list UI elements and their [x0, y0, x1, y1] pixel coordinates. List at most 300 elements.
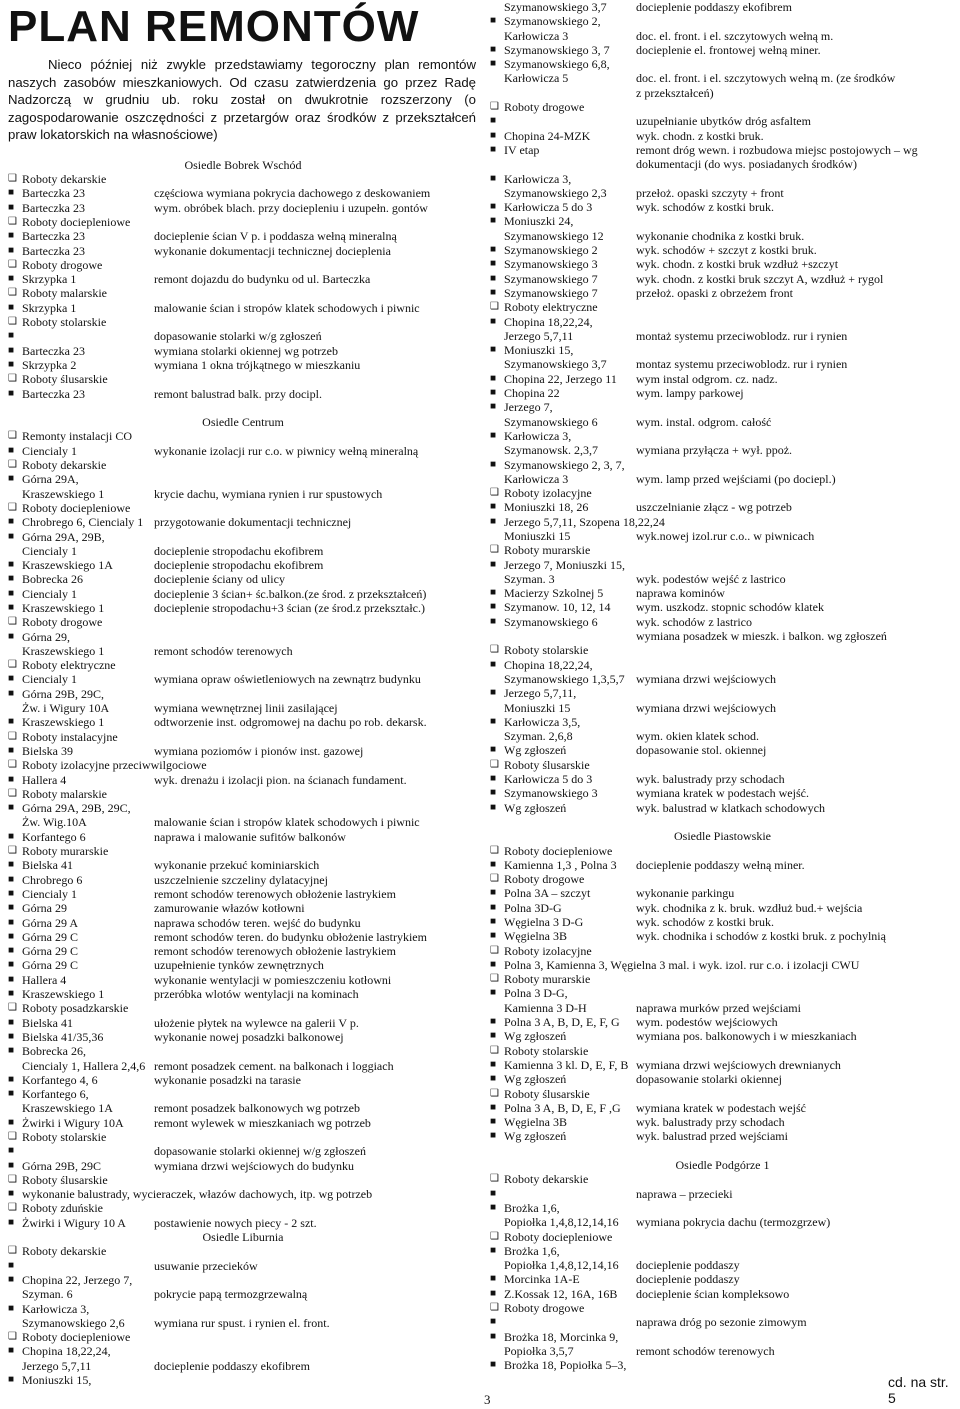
- bullet-icon: ■: [8, 602, 15, 613]
- checkbox-icon: ❑: [8, 759, 17, 771]
- plan-item: [490, 1330, 955, 1344]
- bullet-icon: ■: [8, 273, 15, 285]
- checkbox-icon: ❑: [490, 1230, 499, 1242]
- plan-item: [8, 973, 478, 987]
- work-description: wykonanie przekuć kominiarskich: [154, 858, 320, 873]
- work-description: [636, 715, 955, 729]
- work-description: krycie dachu, wymiana rynien i rur spustowych: [154, 486, 383, 501]
- bullet-icon: ■: [490, 344, 497, 356]
- plan-item: [8, 773, 478, 787]
- plan-item: [8, 1287, 478, 1301]
- plan-item: [490, 772, 955, 786]
- plan-item: [8, 715, 478, 729]
- location-text: Polna 3 D-G,: [504, 986, 568, 1001]
- location-text: Szymanow. 10, 12, 14: [504, 600, 611, 615]
- bullet-icon: ■: [490, 601, 497, 613]
- work-description: [636, 429, 955, 443]
- work-description: wykonanie izolacji rur c.o. w piwnicy wełną mineralną: [154, 443, 419, 458]
- work-description: wykonanie nowej posadzki balkonowej: [154, 1029, 344, 1044]
- plan-item: [8, 830, 478, 844]
- checkbox-icon: ❑: [8, 287, 17, 299]
- location-text: Korfantego 6: [22, 829, 86, 844]
- work-description: wyk. schodów z lastrico: [636, 614, 752, 629]
- bullet-icon: ■: [8, 587, 15, 599]
- work-description: docieplenie el. frontowej wełną miner.: [636, 42, 821, 57]
- work-description: wyk. chodnika i schodów z kostki bruk. z pochylnią: [636, 929, 886, 944]
- plan-item: [490, 43, 955, 57]
- work-description: [636, 1044, 955, 1058]
- plan-item: [490, 415, 955, 429]
- location-text: Chopina 22, Jerzego 7,: [22, 1272, 133, 1287]
- estate-heading-text: Osiedle Liburnia: [202, 1230, 284, 1245]
- location-text: Polna 3, Kamienna 3, Węgielna 3 mal. i wyk. izol. rur c.o. i izolacji CWU: [504, 957, 860, 972]
- plan-item: [490, 129, 955, 143]
- plan-item: [490, 172, 955, 186]
- work-description: [154, 758, 478, 772]
- plan-item: [490, 286, 955, 300]
- work-description: wyk. balustrady przy schodach: [636, 772, 785, 787]
- work-description: [154, 215, 478, 229]
- indent: [490, 1344, 504, 1358]
- plan-item: [8, 530, 478, 544]
- location-text: Szymanowskiego 3: [504, 257, 598, 272]
- bullet-icon: ■: [490, 773, 497, 785]
- indent: [490, 1001, 504, 1015]
- work-description: naprawa murków przed wejściami: [636, 1000, 801, 1015]
- location-text: [504, 157, 636, 171]
- work-description: [636, 643, 955, 657]
- work-description: wyk. schodów z kostki bruk.: [636, 915, 774, 929]
- plan-item: [8, 201, 478, 215]
- location-text: Górna 29,: [22, 629, 70, 644]
- bullet-icon: ■: [490, 1201, 497, 1213]
- location-text: Szymanowskiego 6,8,: [504, 57, 610, 72]
- work-description: [636, 986, 955, 1000]
- location-text: Szymanowskiego 7: [504, 285, 598, 300]
- plan-item: [490, 243, 955, 257]
- bullet-icon: ■: [490, 1273, 497, 1285]
- location-text: Chopina 24-MZK: [504, 128, 591, 143]
- estate-heading: [490, 1158, 955, 1172]
- plan-item: [8, 1216, 478, 1230]
- plan-item: [490, 1115, 955, 1129]
- category-row: [490, 1230, 955, 1244]
- work-description: wyk. schodów + szczyt z kostki bruk.: [636, 243, 817, 258]
- category-row: [8, 1244, 478, 1258]
- category-row: [490, 100, 955, 114]
- work-description: naprawa – przecieki: [636, 1186, 733, 1201]
- plan-item: [8, 301, 478, 315]
- category-label: Remonty instalacji CO: [22, 429, 132, 444]
- bullet-icon: ■: [8, 1145, 15, 1157]
- location-text: Korfantego 4, 6: [22, 1072, 98, 1087]
- work-description: [154, 615, 478, 629]
- category-row: [8, 615, 478, 629]
- bullet-icon: ■: [490, 215, 497, 227]
- bullet-icon: ■: [490, 916, 497, 927]
- page-number: 3: [484, 1392, 491, 1407]
- location-text: Górna 29 C: [22, 929, 78, 944]
- location-text: [504, 86, 636, 100]
- work-description: naprawa i malowanie sufitów balkonów: [154, 829, 346, 844]
- location-text: Górna 29A, 29B, 29C,: [22, 801, 131, 816]
- plan-item: [8, 472, 478, 486]
- checkbox-icon: ❑: [8, 659, 17, 671]
- work-description: [154, 687, 478, 701]
- bullet-icon: ■: [490, 887, 497, 899]
- work-description: [154, 630, 478, 644]
- indent: [490, 672, 504, 686]
- category-row: [490, 300, 955, 314]
- category-label: Roboty drogowe: [22, 615, 103, 630]
- location-text: Ciencialy 1: [22, 586, 77, 601]
- location-text: Ciencialy 1: [22, 672, 77, 687]
- location-text: Hallera 4: [22, 772, 67, 787]
- location-text: Karłowicza 3: [504, 28, 569, 43]
- bullet-icon: ■: [8, 1273, 15, 1285]
- category-label: Roboty murarskie: [504, 543, 591, 558]
- plan-item: [490, 86, 955, 100]
- work-description: [154, 258, 478, 272]
- work-description: [154, 844, 478, 858]
- location-text: IV etap: [504, 142, 540, 157]
- location-text: Barteczka 23: [22, 229, 85, 244]
- bullet-icon: ■: [490, 1116, 497, 1128]
- checkbox-icon: ❑: [490, 544, 499, 556]
- left-plan-list: [8, 144, 478, 1388]
- indent: [490, 729, 504, 743]
- work-description: remont schodów terenowych: [636, 1343, 775, 1358]
- indent: [8, 701, 22, 715]
- plan-item: [8, 630, 478, 644]
- bullet-icon: ■: [8, 1345, 15, 1357]
- plan-item: [8, 1116, 478, 1130]
- work-description: malowanie ścian i stropów klatek schodowych i piwnic: [154, 815, 420, 830]
- work-description: wymiana posadzek w mieszk. i balkon. wg zgłoszeń: [636, 629, 887, 644]
- category-label: Roboty drogowe: [504, 1301, 585, 1316]
- bullet-icon: ■: [8, 1045, 15, 1057]
- location-text: Górna 29A, 29B,: [22, 529, 105, 544]
- indent: [8, 815, 22, 829]
- category-row: [8, 844, 478, 858]
- location-text: Jerzego 5,7,11,: [504, 686, 577, 701]
- work-description: wykonanie chodnika z kostki bruk.: [636, 228, 805, 243]
- checkbox-icon: ❑: [8, 1002, 17, 1014]
- spacer: [8, 144, 478, 158]
- location-text: Skrzypka 1: [22, 300, 77, 315]
- work-description: wymiana drzwi wejściowych do budynku: [154, 1158, 354, 1173]
- location-text: Węgielna 3 D-G: [504, 915, 584, 929]
- intro-paragraph: Nieco później niż zwykle przedstawiamy tegoroczny plan remontów naszych zasobów mieszkaniowych. Od czasu zatwierdzenia go przez Radę Nadzorczą w grudniu ub. roku został on dwukrotnie rozszerzony (o zagospodarowanie oszczędności z przetargów oraz środków z przekształceń praw lokatorskich na własnościowe): [8, 57, 476, 142]
- bullet-icon: ■: [8, 344, 15, 356]
- bullet-icon: ■: [8, 988, 15, 1000]
- plan-item: [490, 1187, 955, 1201]
- plan-item: [8, 544, 478, 558]
- bullet-icon: ■: [490, 515, 497, 527]
- location-text: Żwirki i Wigury 10 A: [22, 1215, 126, 1230]
- location-text: Bielska 41: [22, 1015, 73, 1030]
- work-description: przeróbka wlotów wentylacji na kominach: [154, 987, 359, 1002]
- work-description: [154, 1201, 478, 1215]
- plan-item: [490, 558, 955, 572]
- work-description: [636, 844, 955, 858]
- checkbox-icon: ❑: [8, 316, 17, 328]
- category-label: Roboty dekarskie: [22, 172, 107, 187]
- checkbox-icon: ❑: [8, 1245, 17, 1257]
- estate-heading: [8, 1230, 478, 1244]
- work-description: [154, 315, 478, 329]
- location-text: Moniuszki 15,: [504, 343, 574, 358]
- location-text: Brożka 18, Popiołka 5–3,: [504, 1358, 627, 1373]
- location-text: Szymanowskiego 1,3,5,7: [504, 671, 625, 686]
- location-text: Jerzego 5,7,11, Szopena 18,22,24: [504, 514, 665, 529]
- work-description: montaz systemu przeciwoblodz. rur i rynien: [636, 357, 848, 372]
- bullet-icon: ■: [490, 1030, 497, 1042]
- plan-item: [490, 929, 955, 943]
- location-text: Bobrecka 26: [22, 572, 83, 587]
- plan-item: [8, 1359, 478, 1373]
- location-text: Szyman. 6: [22, 1287, 73, 1302]
- checkbox-icon: ❑: [8, 501, 17, 513]
- indent: [490, 0, 504, 14]
- location-text: Szymanowskiego 2,6: [22, 1315, 125, 1330]
- location-text: Karłowicza 5 do 3: [504, 200, 593, 215]
- work-description: przełoż. opaski z obrzeżem front: [636, 285, 793, 300]
- work-description: docieplenie ścian V p. i poddasza wełną mineralną: [154, 229, 397, 244]
- location-text: Kraszewskiego 1: [22, 643, 105, 658]
- bullet-icon: ■: [490, 744, 497, 756]
- plan-item: [490, 1001, 955, 1015]
- category-row: [8, 1173, 478, 1187]
- work-description: [154, 458, 478, 472]
- indent: [490, 472, 504, 486]
- plan-item: [8, 387, 478, 401]
- work-description: naprawa kominów: [636, 586, 725, 601]
- category-label: Roboty murarskie: [22, 844, 109, 859]
- location-text: Moniuszki 24,: [504, 214, 574, 229]
- category-label: Roboty elektryczne: [504, 300, 598, 315]
- indent: [490, 415, 504, 429]
- plan-item: [490, 1258, 955, 1272]
- work-description: [154, 372, 478, 386]
- indent: [490, 357, 504, 371]
- checkbox-icon: ❑: [490, 873, 499, 885]
- bullet-icon: ■: [8, 1188, 15, 1200]
- bullet-icon: ■: [8, 973, 15, 985]
- work-description: [636, 1201, 955, 1215]
- work-description: wym. lamp przed wejściami (po dociepl.): [636, 471, 836, 486]
- bullet-icon: ■: [8, 387, 15, 399]
- location-text: Kraszewskiego 1A: [22, 558, 113, 573]
- work-description: [636, 57, 955, 71]
- plan-item: [8, 687, 478, 701]
- category-label: Roboty malarskie: [22, 786, 107, 801]
- checkbox-icon: ❑: [490, 644, 499, 656]
- plan-item: [490, 986, 955, 1000]
- work-description: [154, 787, 478, 801]
- plan-item: [490, 329, 955, 343]
- work-description: dopasowanie stolarki okiennej: [636, 1072, 782, 1087]
- category-label: Roboty posadzkarskie: [22, 1001, 129, 1016]
- indent: [490, 229, 504, 243]
- work-description: [154, 1044, 478, 1058]
- plan-item: [490, 529, 955, 543]
- work-description: [636, 972, 955, 986]
- plan-item: [8, 1144, 478, 1158]
- category-row: [490, 758, 955, 772]
- work-description: [636, 400, 955, 414]
- work-description: remont schodów teren. do budynku obłożenie lastrykiem: [154, 929, 427, 944]
- location-text: Kamienna 3 kl. D, E, F, B: [504, 1057, 629, 1072]
- spacer: [490, 815, 955, 829]
- category-label: Roboty ślusarskie: [22, 1172, 108, 1187]
- work-description: dopasowanie stolarki w/g zgłoszeń: [154, 329, 322, 344]
- location-text: Szymanowskiego 2,: [504, 14, 601, 29]
- category-label: Roboty izolacyjne: [504, 943, 592, 958]
- plan-item: [490, 600, 955, 614]
- work-description: wymiana drzwi wejściowych: [636, 671, 776, 686]
- bullet-icon: ■: [490, 15, 497, 27]
- category-row: [8, 286, 478, 300]
- location-text: [504, 1187, 636, 1201]
- bullet-icon: ■: [490, 58, 497, 70]
- checkbox-icon: ❑: [8, 730, 17, 742]
- plan-item: [490, 443, 955, 457]
- category-row: [490, 1172, 955, 1186]
- work-description: naprawa schodów teren. wejść do budynku: [154, 915, 361, 930]
- bullet-icon: ■: [8, 330, 15, 342]
- location-text: Chopina 18,22,24,: [22, 1344, 111, 1359]
- plan-item: [490, 458, 955, 472]
- work-description: [636, 1172, 955, 1186]
- work-description: wymiana stolarki okiennej wg potrzeb: [154, 343, 338, 358]
- category-row: [8, 1330, 478, 1344]
- bullet-icon: ■: [8, 573, 15, 585]
- bullet-icon: ■: [490, 401, 497, 413]
- location-text: Hallera 4: [22, 972, 67, 987]
- work-description: [636, 486, 955, 500]
- category-row: [490, 1301, 955, 1315]
- indent: [490, 1215, 504, 1229]
- work-description: wym. lampy parkowej: [636, 386, 744, 401]
- plan-item: [8, 1087, 478, 1101]
- work-description: [636, 658, 955, 672]
- location-text: Jerzego 7,: [504, 400, 553, 415]
- category-label: Roboty zduńskie: [22, 1201, 103, 1216]
- bullet-icon: ■: [490, 1130, 497, 1142]
- work-description: wym. uszkodz. stopnic schodów klatek: [636, 600, 824, 615]
- work-description: [636, 14, 955, 28]
- location-text: Moniuszki 15: [504, 528, 571, 543]
- bullet-icon: ■: [490, 958, 497, 970]
- plan-item: [8, 1373, 478, 1387]
- bullet-icon: ■: [490, 1359, 497, 1371]
- category-row: [8, 730, 478, 744]
- checkbox-icon: ❑: [8, 258, 17, 270]
- plan-item: [8, 444, 478, 458]
- checkbox-icon: ❑: [490, 844, 499, 856]
- category-label: Roboty dociepleniowe: [22, 214, 131, 229]
- work-description: [154, 1187, 478, 1201]
- category-label: Roboty dociepleniowe: [22, 1330, 131, 1345]
- category-row: [490, 844, 955, 858]
- location-text: Barteczka 23: [22, 243, 85, 258]
- location-text: Szymanowskiego 12: [504, 228, 604, 243]
- location-text: Chrobrego 6: [22, 872, 83, 887]
- work-description: [154, 1302, 478, 1316]
- plan-item: [8, 1044, 478, 1058]
- work-description: odtworzenie inst. odgromowej na dachu po rob. dekarsk.: [154, 715, 427, 730]
- work-description: postawienie nowych piecy - 2 szt.: [154, 1215, 317, 1230]
- plan-item: [8, 858, 478, 872]
- plan-item: [8, 930, 478, 944]
- plan-item: [8, 1159, 478, 1173]
- location-text: Karłowicza 3,: [504, 428, 572, 443]
- work-description: z przekształceń): [636, 85, 714, 100]
- bullet-icon: ■: [8, 516, 15, 528]
- checkbox-icon: ❑: [490, 944, 499, 956]
- category-row: [8, 1001, 478, 1015]
- checkbox-icon: ❑: [8, 1173, 17, 1185]
- plan-item: [8, 1187, 478, 1201]
- bullet-icon: ■: [8, 559, 15, 571]
- category-row: [8, 372, 478, 386]
- bullet-icon: ■: [490, 901, 497, 913]
- estate-heading-text: Osiedle Centrum: [202, 415, 284, 430]
- work-description: malowanie ścian i stropów klatek schodowych i piwnic: [154, 300, 420, 315]
- location-text: wykonanie balustrady, wycieraczek, włazów dachowych, itp. wg potrzeb: [22, 1187, 373, 1202]
- work-description: [154, 1273, 478, 1287]
- location-text: Skrzypka 2: [22, 357, 77, 372]
- location-text: Bobrecka 26,: [22, 1044, 86, 1059]
- location-text: Chopina 18,22,24,: [504, 314, 593, 329]
- plan-item: [8, 815, 478, 829]
- spacer: [490, 1144, 955, 1158]
- category-row: [8, 215, 478, 229]
- plan-item: [490, 858, 955, 872]
- work-description: [636, 343, 955, 357]
- work-description: wymiana kratek w podestach wejść: [636, 1100, 806, 1115]
- work-description: docieplenie ścian kompleksowo: [636, 1286, 790, 1301]
- work-description: docieplenie poddaszy wełną miner.: [636, 857, 805, 872]
- bullet-icon: ■: [490, 172, 497, 184]
- bullet-icon: ■: [8, 187, 15, 199]
- category-row: [8, 172, 478, 186]
- bullet-icon: ■: [490, 1187, 497, 1199]
- category-label: Roboty ślusarskie: [504, 1086, 590, 1101]
- bullet-icon: ■: [8, 1116, 15, 1128]
- bullet-icon: ■: [490, 501, 497, 513]
- plan-item: [8, 558, 478, 572]
- bullet-icon: ■: [8, 201, 15, 213]
- bullet-icon: ■: [490, 129, 497, 141]
- bullet-icon: ■: [8, 887, 15, 899]
- plan-item: [490, 186, 955, 200]
- bullet-icon: ■: [490, 458, 497, 470]
- plan-item: [8, 873, 478, 887]
- bullet-icon: ■: [8, 1374, 15, 1386]
- plan-item: [490, 1215, 955, 1229]
- work-description: częściowa wymiana pokrycia dachowego z deskowaniem: [154, 186, 431, 201]
- location-text: Karłowicza 3: [504, 471, 569, 486]
- plan-item: [490, 14, 955, 28]
- plan-item: [8, 901, 478, 915]
- right-plan-list: [490, 0, 955, 1373]
- location-text: Wg zgłoszeń: [504, 743, 567, 758]
- location-text: Macierzy Szkolnej 5: [504, 586, 604, 601]
- location-text: Barteczka 23: [22, 186, 85, 201]
- work-description: [154, 429, 478, 443]
